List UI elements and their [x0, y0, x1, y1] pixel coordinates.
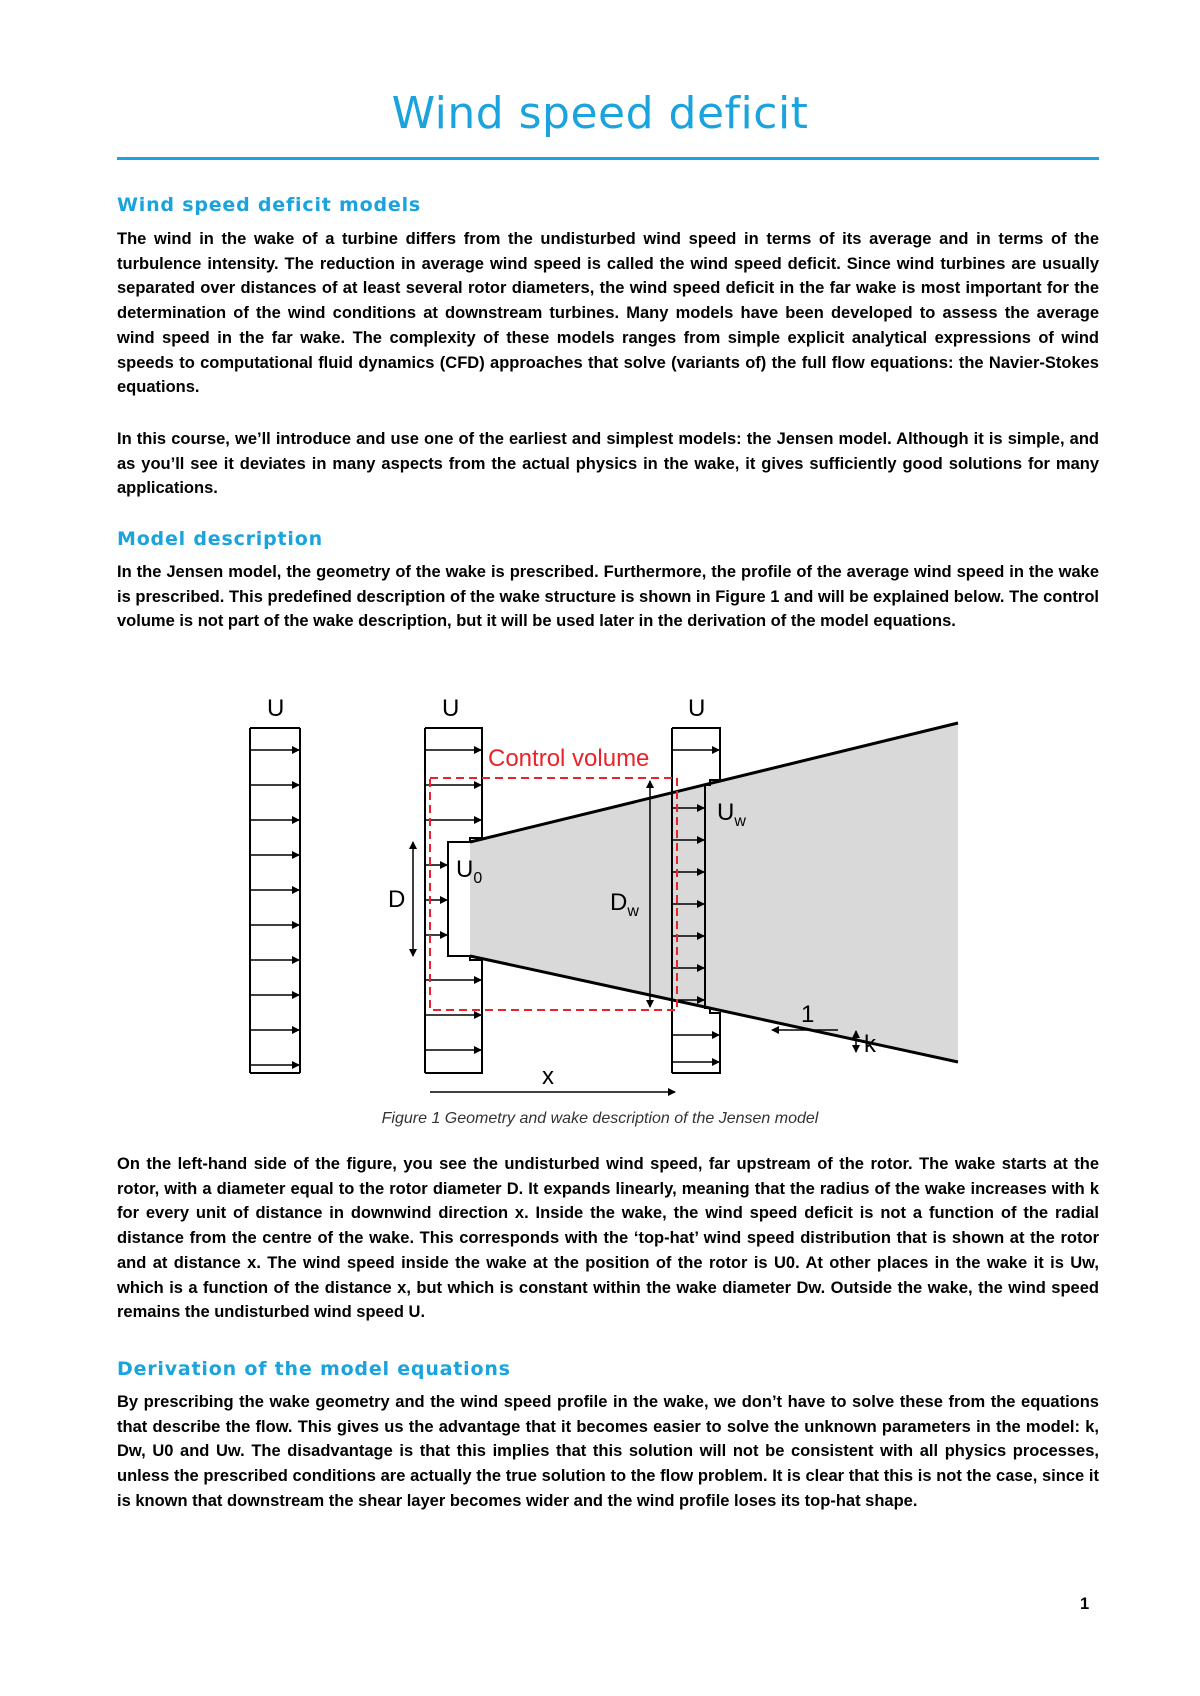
label-u0: $U_0$	[456, 856, 483, 887]
paragraph-description: In the Jensen model, the geometry of the wake is prescribed. Furthermore, the profile of the average wind speed in the wake is prescribed. This predefined description of the wake structure is shown in Figure 1 and will be explained below. The control volume is not part of the wake description, but it will be used later in the derivation of the model equations.	[117, 563, 1099, 631]
paragraph-models-1: The wind in the wake of a turbine differs from the undisturbed wind speed in terms of its average and in terms of the turbulence intensity. The reduction in average wind speed is called the wind speed deficit. Since wind turbines are usually separated over distances of at least several rotor diameters, the wind speed deficit in the far wake is most important for the determination of the wind conditions at downstream turbines. Many models have been developed to assess the average wind speed in the far wake. The complexity of these models ranges from simple explicit analytical expressions of wind speeds to computational fluid dynamics (CFD) approaches that solve (variants of) the full flow equations: the Navier-Stokes equations.	[117, 230, 1099, 397]
figure-jensen-model	[220, 690, 960, 1100]
wake-diagram	[220, 690, 960, 1100]
label-one: 1	[801, 1001, 815, 1028]
label-x: x	[542, 1063, 554, 1090]
label-u-downstream: U	[688, 695, 706, 722]
figure-caption: Figure 1 Geometry and wake description of the Jensen model	[381, 1110, 819, 1127]
section-heading-description: Model description	[117, 528, 323, 550]
paragraph-models-2: In this course, we’ll introduce and use one of the earliest and simplest models: the Jensen model. Although it is simple, and as you’ll see it deviates in many aspects from the actual physics in the wake, it gives sufficiently good solutions for many applications.	[117, 430, 1099, 498]
page-title: Wind speed deficit	[391, 88, 809, 139]
wake-region	[470, 723, 958, 1062]
section-heading-models: Wind speed deficit models	[117, 194, 422, 216]
label-uw: $U_w$	[717, 799, 746, 830]
label-u-far: U	[267, 695, 285, 722]
upstream-velocity-profile	[250, 728, 300, 1073]
label-u-rotor: U	[442, 695, 460, 722]
section-heading-derivation: Derivation of the model equations	[117, 1358, 511, 1380]
label-k: k	[864, 1031, 876, 1058]
label-control-volume: Control volume	[488, 745, 650, 772]
label-dw: $D_w$	[610, 889, 639, 920]
paragraph-figure-explanation: On the left-hand side of the figure, you see the undisturbed wind speed, far upstream of the rotor. The wake starts at the rotor, with a diameter equal to the rotor diameter D. It expands linearly, meaning that the radius of the wake increases with k for every unit of distance in downwind direction x. Inside the wake, the wind speed deficit is not a function of the radial distance from the centre of the wake. This corresponds with the ‘top-hat’ wind speed distribution that is shown at the rotor and at distance x. The wind speed inside the wake at the position of the rotor is U0. At other places in the wake it is Uw, which is a function of the distance x, but which is constant within the wake diameter Dw. Outside the wake, the wind speed remains the undisturbed wind speed U.	[117, 1155, 1099, 1322]
paragraph-derivation: By prescribing the wake geometry and the wind speed profile in the wake, we don’t have to solve these from the equations that describe the flow. This gives us the advantage that it becomes easier to solve the unknown parameters in the model: k, Dw, U0 and Uw. The disadvantage is that this implies that this solution will not be consistent with all physics processes, unless the prescribed conditions are actually the true solution to the flow problem. It is clear that this is not the case, since it is known that downstream the shear layer becomes wider and the wind profile loses its top-hat shape.	[117, 1393, 1099, 1510]
title-rule	[117, 157, 1099, 160]
label-d: D	[388, 886, 406, 913]
page-number: 1	[1080, 1595, 1090, 1613]
